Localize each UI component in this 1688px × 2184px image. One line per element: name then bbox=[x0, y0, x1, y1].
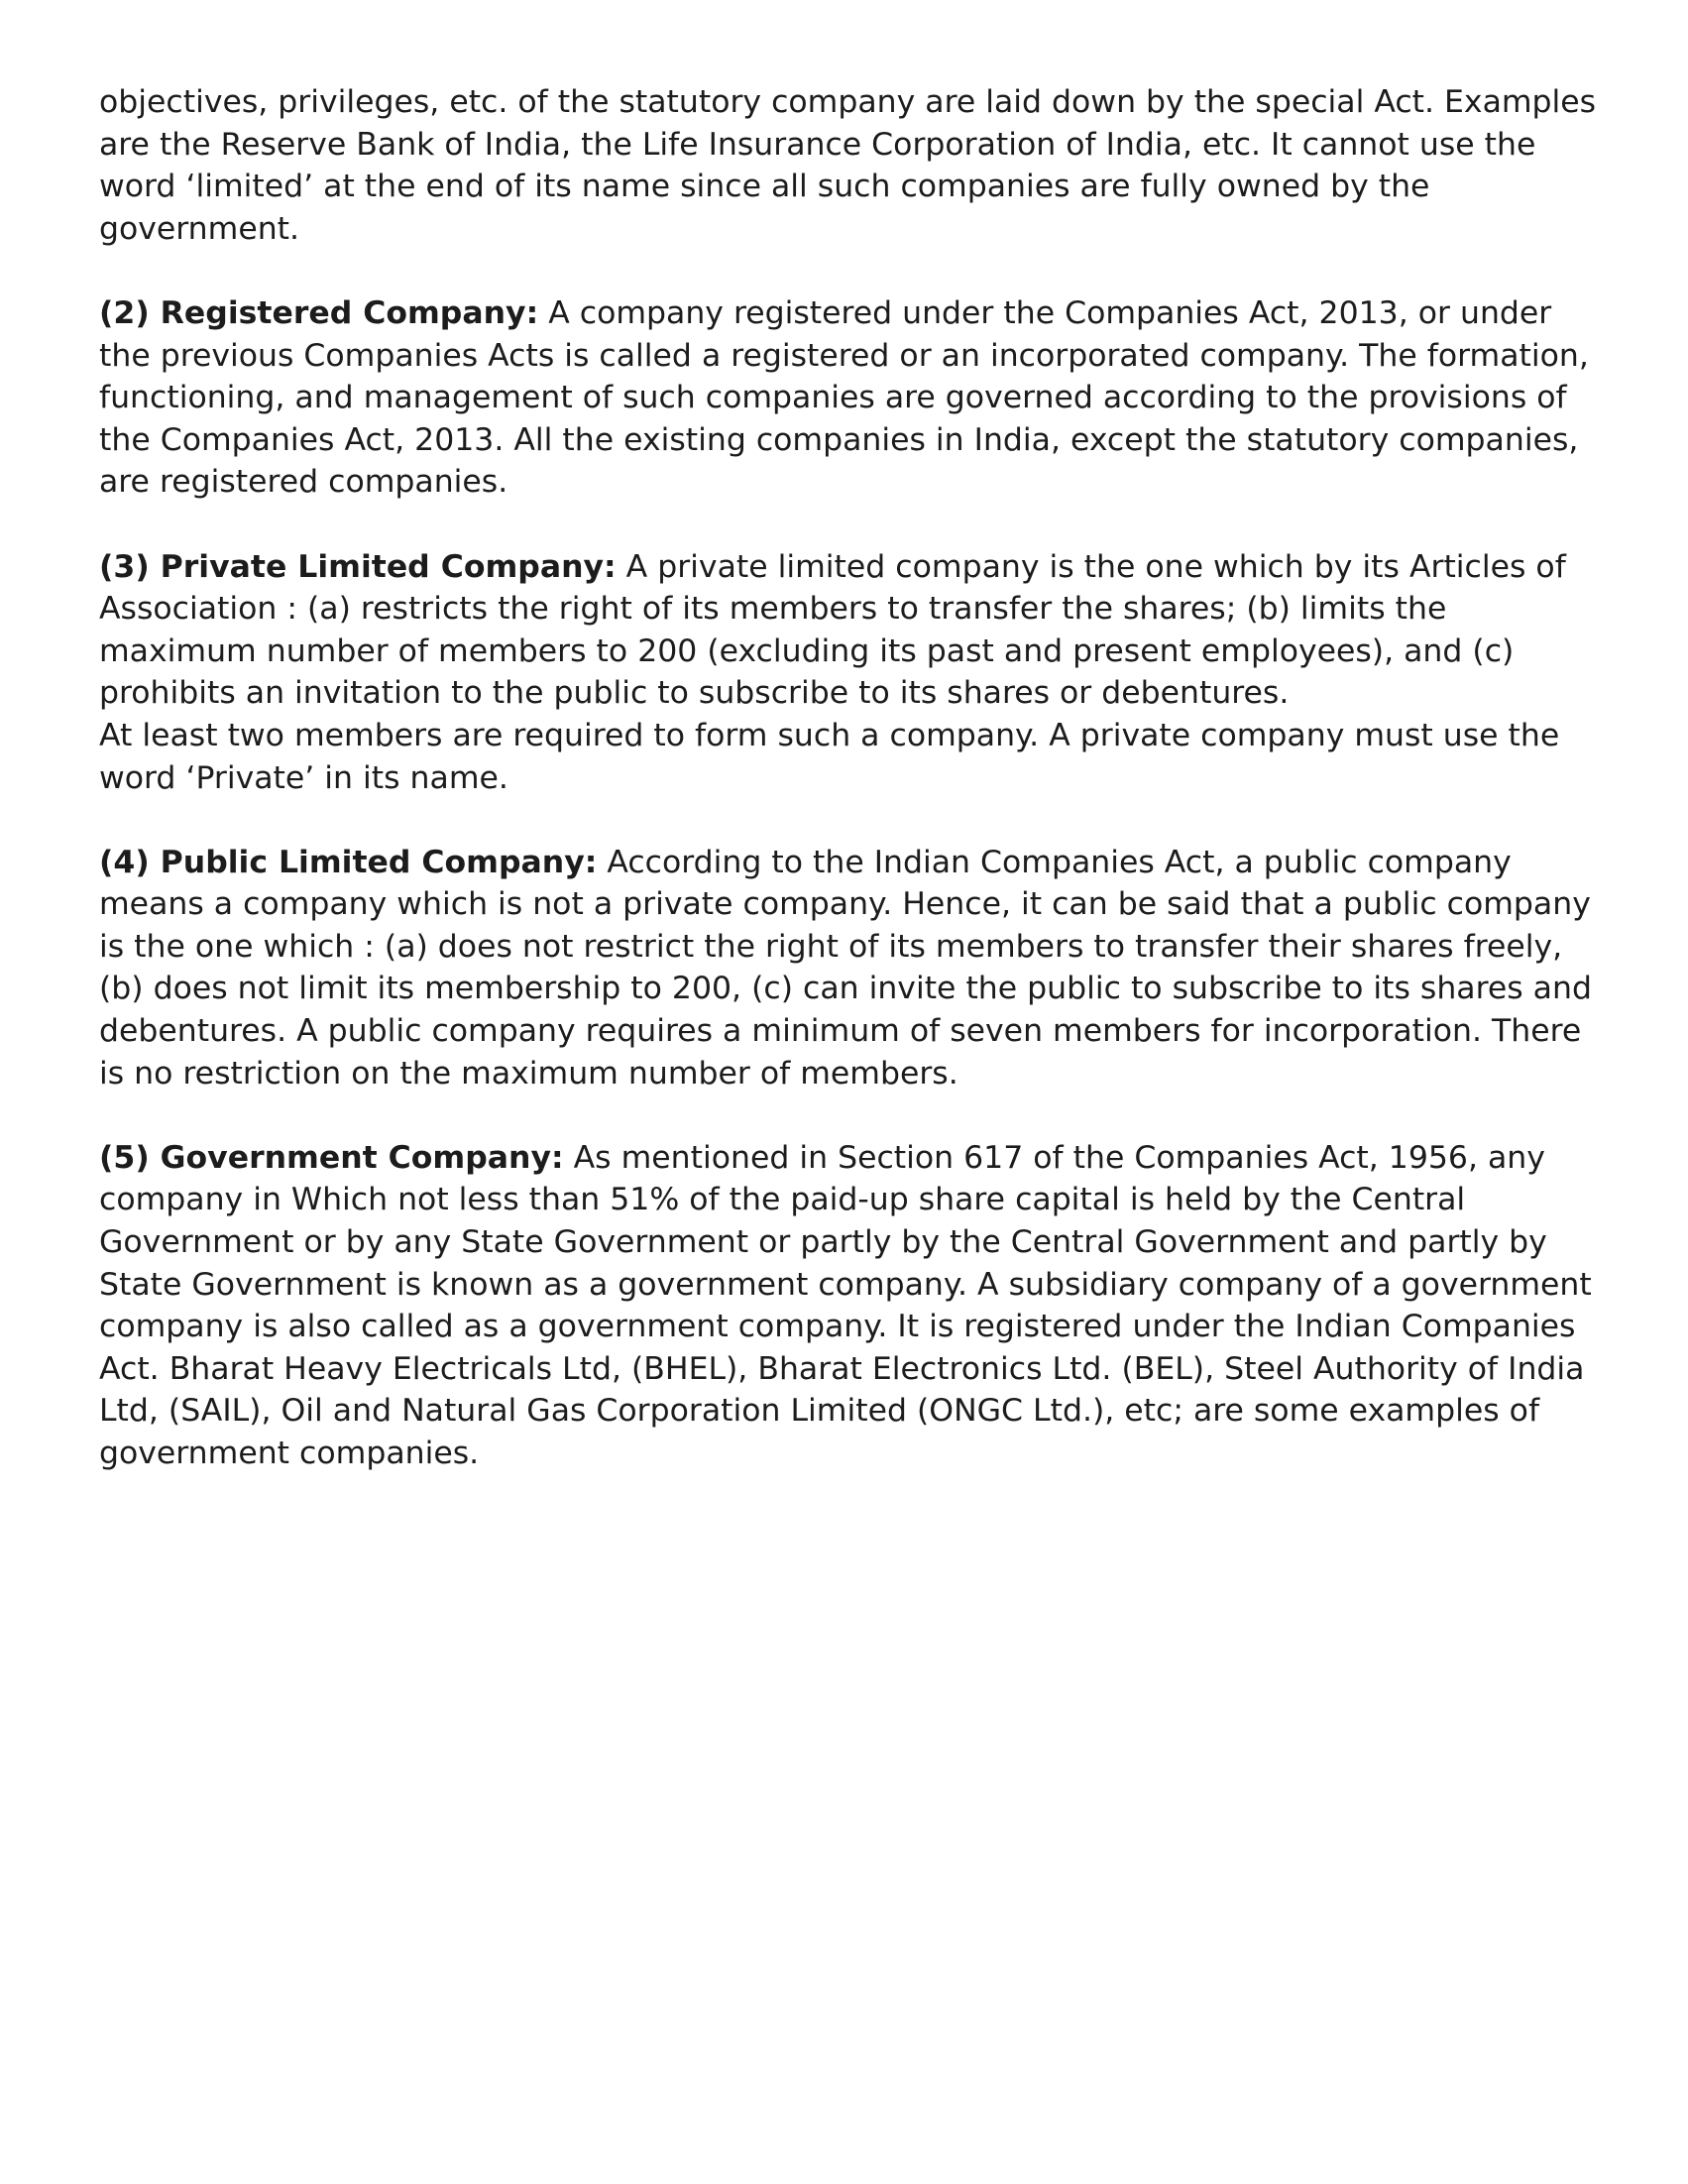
section-heading: (2) Registered Company: bbox=[99, 294, 539, 331]
section-extra-text: At least two members are required to form such a company. A private company must use the word ‘Private’ in its name. bbox=[99, 717, 1560, 796]
document-page bbox=[99, 81, 1606, 1517]
section-paragraph bbox=[99, 546, 1606, 715]
section-heading: (4) Public Limited Company: bbox=[99, 844, 598, 880]
section-public-limited-company bbox=[99, 842, 1606, 1095]
section-heading: (3) Private Limited Company: bbox=[99, 548, 617, 585]
section-government-company bbox=[99, 1137, 1606, 1475]
section-registered-company bbox=[99, 292, 1606, 504]
section-heading: (5) Government Company: bbox=[99, 1139, 564, 1176]
section-paragraph bbox=[99, 1137, 1606, 1475]
intro-paragraph bbox=[99, 81, 1606, 250]
section-paragraph bbox=[99, 292, 1606, 504]
section-body: As mentioned in Section 617 of the Companies Act, 1956, any company in Which not less than 51% of the paid-up share capital is held by the Central Government or by any State Government or partly by the Central Government and partly by State Government is known as a government company. A subsidiary company of a government company is also called as a government company. It is registered under the Indian Companies Act. Bharat Heavy Electricals Ltd, (BHEL), Bharat Electronics Ltd. (BEL), Steel Authority of India Ltd, (SAIL), Oil and Natural Gas Corporation Limited (ONGC Ltd.), etc; are some examples of government companies. bbox=[99, 1139, 1592, 1471]
section-private-limited-company bbox=[99, 546, 1606, 800]
intro-text: objectives, privileges, etc. of the statutory company are laid down by the special Act. Examples are the Reserve Bank of India, the Life Insurance Corporation of India, etc. It cannot use the word ‘limited’ at the end of its name since all such companies are fully owned by the government. bbox=[99, 84, 1597, 247]
section-body: According to the Indian Companies Act, a public company means a company which is not a private company. Hence, it can be said that a public company is the one which : (a) does not restrict the right of its members to transfer their shares freely, (b) does not limit its membership to 200, (c) can invite the public to subscribe to its shares and debentures. A public company requires a minimum of seven members for incorporation. There is no restriction on the maximum number of members. bbox=[99, 844, 1592, 1092]
section-body: A company registered under the Companies Act, 2013, or under the previous Companies Acts is called a registered or an incorporated company. The formation, functioning, and management of such companies are governed according to the provisions of the Companies Act, 2013. All the existing companies in India, except the statutory companies, are registered companies. bbox=[99, 294, 1589, 501]
section-paragraph bbox=[99, 842, 1606, 1095]
section-body: A private limited company is the one which by its Articles of Association : (a) restricts the right of its members to transfer the shares; (b) limits the maximum number of members to 200 (excluding its past and present employees), and (c) prohibits an invitation to the public to subscribe to its shares or debentures. bbox=[99, 548, 1566, 712]
